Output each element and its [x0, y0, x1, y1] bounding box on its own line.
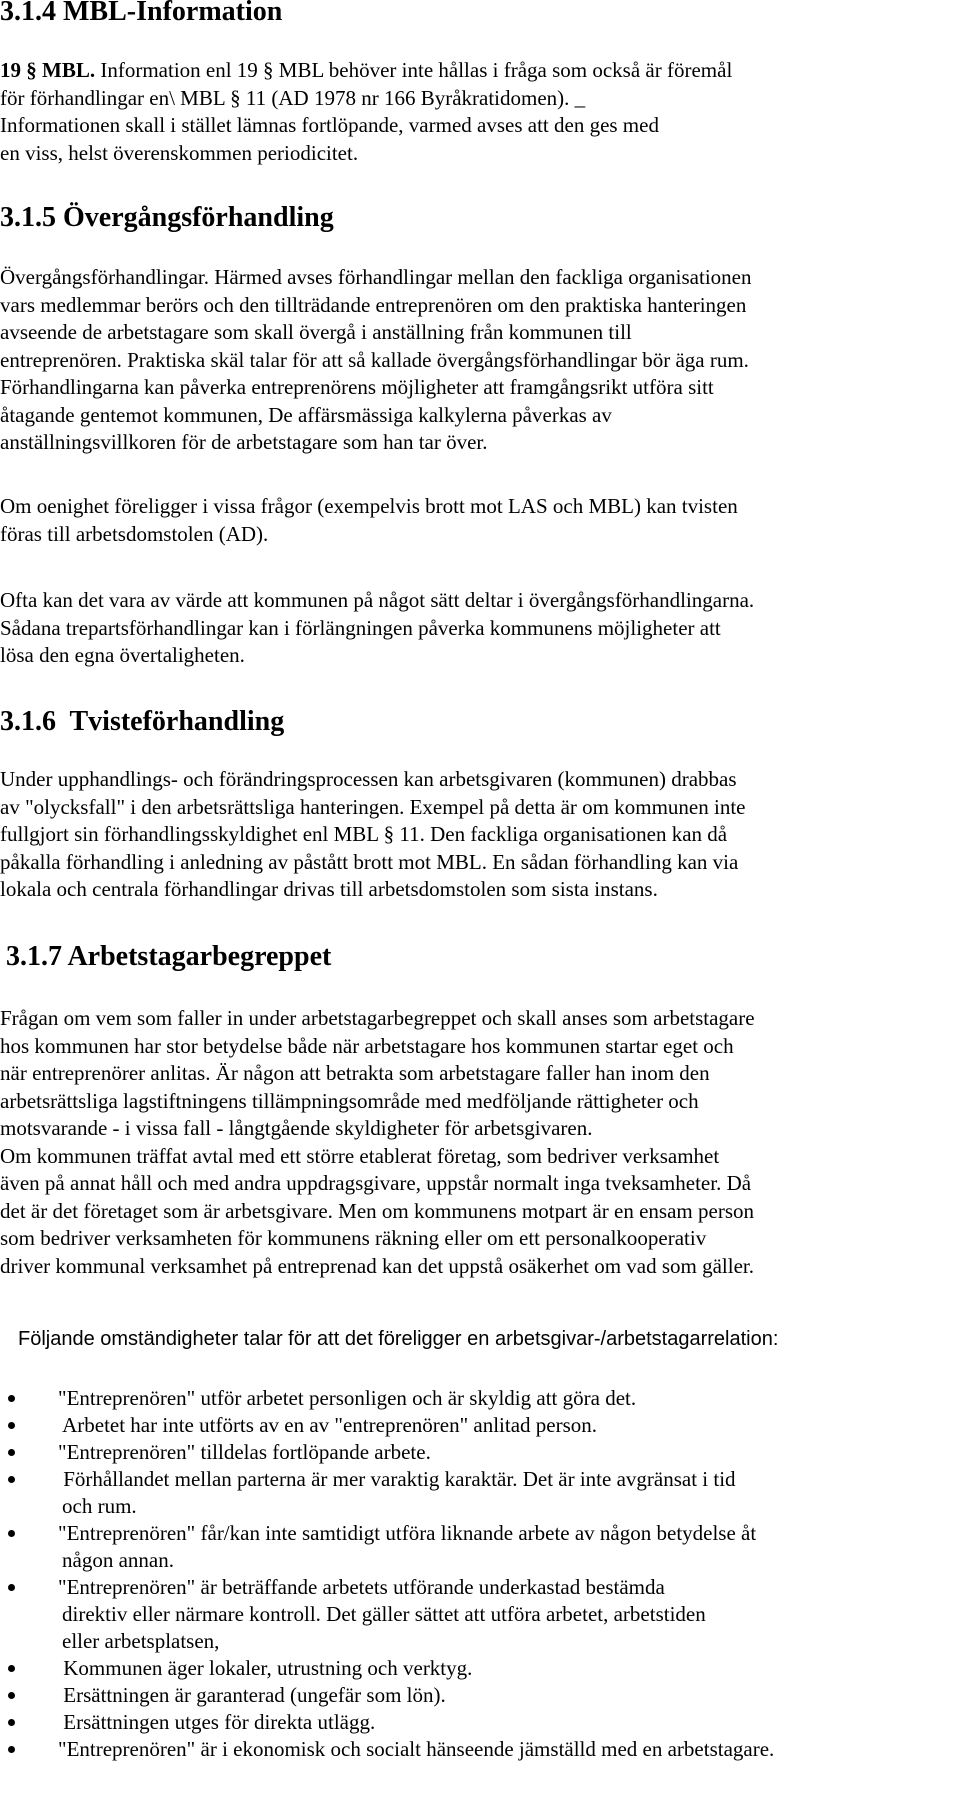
tvist-line-3: fullgjort sin förhandlingsskyldighet enl MBL § 11. Den fackliga organisationen kan då [0, 822, 728, 846]
heading-3-1-5: 3.1.5 Övergångsförhandling [0, 202, 334, 233]
mbl-lead: 19 § MBL. [0, 58, 96, 82]
arbetstagare-line-1: Frågan om vem som faller in under arbetstagarbegreppet och skall anses som arbetstagare [0, 1006, 755, 1030]
arbetstagare-line-5: motsvarande - i vissa fall - långtgående skyldigheter för arbetsgivaren. [0, 1116, 593, 1140]
arbetstagare-line-10: driver kommunal verksamhet på entreprenad kan det uppstå osäkerhet om vad som gäller. [0, 1253, 755, 1278]
mbl-line-1: Information enl 19 § MBL behöver inte hållas i fråga som också är föremål [100, 58, 733, 82]
list-item: Kommunen äger lokaler, utrustning och verktyg. [0, 1655, 960, 1682]
mbl-line-3: Informationen skall i stället lämnas fortlöpande, varmed avses att den ges med [0, 113, 659, 137]
overgang-line-4: entreprenören. Praktiska skäl talar för att så kallade övergångsförhandlingar bör äga rum. [0, 347, 749, 372]
bullet-icon [8, 1449, 15, 1456]
oenighet-line-2: föras till arbetsdomstolen (AD). [0, 521, 269, 546]
tvist-line-5: lokala och centrala förhandlingar drivas till arbetsdomstolen som sista instans. [0, 877, 658, 901]
tvist-line-1: Under upphandlings- och förändringsprocessen kan arbetsgivaren (kommunen) drabbas [0, 767, 737, 791]
arbetstagare-line-9: som bedriver verksamheten för kommunens räkning eller om ett personalkooperativ [0, 1226, 707, 1250]
overgang-line-1: Övergångsförhandlingar. Härmed avses förhandlingar mellan den fackliga organisationen [0, 265, 752, 289]
tvist-line-2: av "olycksfall" i den arbetsrättsliga hanteringen. Exempel på detta är om kommunen inte [0, 794, 746, 819]
list-intro: Följande omständigheter talar för att det föreligger en arbetsgivar-/arbetstagarrelation: [18, 1328, 779, 1350]
arbetstagare-line-4: arbetsrättsliga lagstiftningens tillämpningsområde med medföljande rättigheter och [0, 1088, 699, 1113]
bullet-icon [8, 1719, 15, 1726]
list-item: "Entreprenören" får/kan inte samtidigt utföra liknande arbete av någon betydelse åt någon annan. [0, 1520, 960, 1574]
overgang-line-2: vars medlemmar berörs och den tillträdande entreprenören om den praktiska hanteringen [0, 292, 747, 317]
paragraph-trepart [0, 587, 955, 670]
arbetstagare-line-7: även på annat håll och med andra uppdragsgivare, uppstår normalt inga tveksamheter. Då [0, 1171, 752, 1195]
bullet-icon [8, 1665, 15, 1672]
trepart-line-3: lösa den egna övertaligheten. [0, 643, 245, 667]
bullet-icon [8, 1395, 15, 1402]
list-item: "Entreprenören" är beträffande arbetets utförande underkastad bestämda direktiv eller närmare kontroll. Det gäller sättet att utföra arbetet, arbetstiden eller arbetsplatsen, [0, 1574, 960, 1655]
overgang-line-3: avseende de arbetstagare som skall övergå i anställning från kommunen till [0, 320, 632, 344]
heading-3-1-6: 3.1.6 Tvisteförhandling [0, 706, 285, 737]
oenighet-line-1: Om oenighet föreligger i vissa frågor (exempelvis brott mot LAS och MBL) kan tvisten [0, 494, 738, 518]
list-item: "Entreprenören" tilldelas fortlöpande arbete. [0, 1439, 960, 1466]
trepart-line-1: Ofta kan det vara av värde att kommunen på något sätt deltar i övergångsförhandlingarna. [0, 588, 755, 612]
arbetstagare-line-6: Om kommunen träffat avtal med ett större etablerat företag, som bedriver verksamhet [0, 1143, 720, 1168]
list-item: Ersättningen utges för direkta utlägg. [0, 1709, 960, 1736]
paragraph-overgang [0, 264, 955, 457]
bullet-icon [8, 1422, 15, 1429]
arbetstagare-line-2: hos kommunen har stor betydelse både när arbetstagare hos kommunen startar eget och [0, 1033, 734, 1058]
overgang-line-7: anställningsvillkoren för de arbetstagare som han tar över. [0, 430, 488, 454]
list-item: Ersättningen är garanterad (ungefär som lön). [0, 1682, 960, 1709]
mbl-line-4: en viss, helst överenskommen periodicitet. [0, 140, 359, 165]
criteria-list [0, 1385, 960, 1763]
tvist-line-4: påkalla förhandling i anledning av påstått brott mot MBL. En sådan förhandling kan via [0, 849, 739, 874]
paragraph-mbl-information [0, 57, 955, 167]
paragraph-arbetstagare [0, 1005, 955, 1280]
heading-3-1-7: 3.1.7 Arbetstagarbegreppet [6, 941, 332, 972]
arbetstagare-line-8: det är det företaget som är arbetsgivare. Men om kommunens motpart är en ensam person [0, 1198, 755, 1223]
bullet-icon [8, 1746, 15, 1753]
overgang-line-6: åtagande gentemot kommunen, De affärsmässiga kalkylerna påverkas av [0, 402, 612, 427]
trepart-line-2: Sådana trepartsförhandlingar kan i förlängningen påverka kommunens möjligheter att [0, 615, 721, 640]
bullet-icon [8, 1584, 15, 1591]
overgang-line-5: Förhandlingarna kan påverka entreprenörens möjligheter att framgångsrikt utföra sitt [0, 375, 714, 399]
arbetstagare-line-3: när entreprenörer anlitas. Är någon att betrakta som arbetstagare faller han inom den [0, 1061, 710, 1085]
paragraph-oenighet [0, 493, 955, 548]
list-item: Förhållandet mellan parterna är mer varaktig karaktär. Det är inte avgränsat i tid och rum. [0, 1466, 960, 1520]
paragraph-tvist [0, 766, 955, 904]
bullet-icon [8, 1476, 15, 1483]
bullet-icon [8, 1530, 15, 1537]
heading-3-1-4: 3.1.4 MBL-Information [0, 0, 283, 27]
list-item: Arbetet har inte utförts av en av "entreprenören" anlitad person. [0, 1412, 960, 1439]
list-item: "Entreprenören" är i ekonomisk och socialt hänseende jämställd med en arbetstagare. [0, 1736, 960, 1763]
bullet-icon [8, 1692, 15, 1699]
mbl-line-2: för förhandlingar en\ MBL § 11 (AD 1978 nr 166 Byråkratidomen). _ [0, 85, 586, 110]
list-item: "Entreprenören" utför arbetet personligen och är skyldig att göra det. [0, 1385, 960, 1412]
